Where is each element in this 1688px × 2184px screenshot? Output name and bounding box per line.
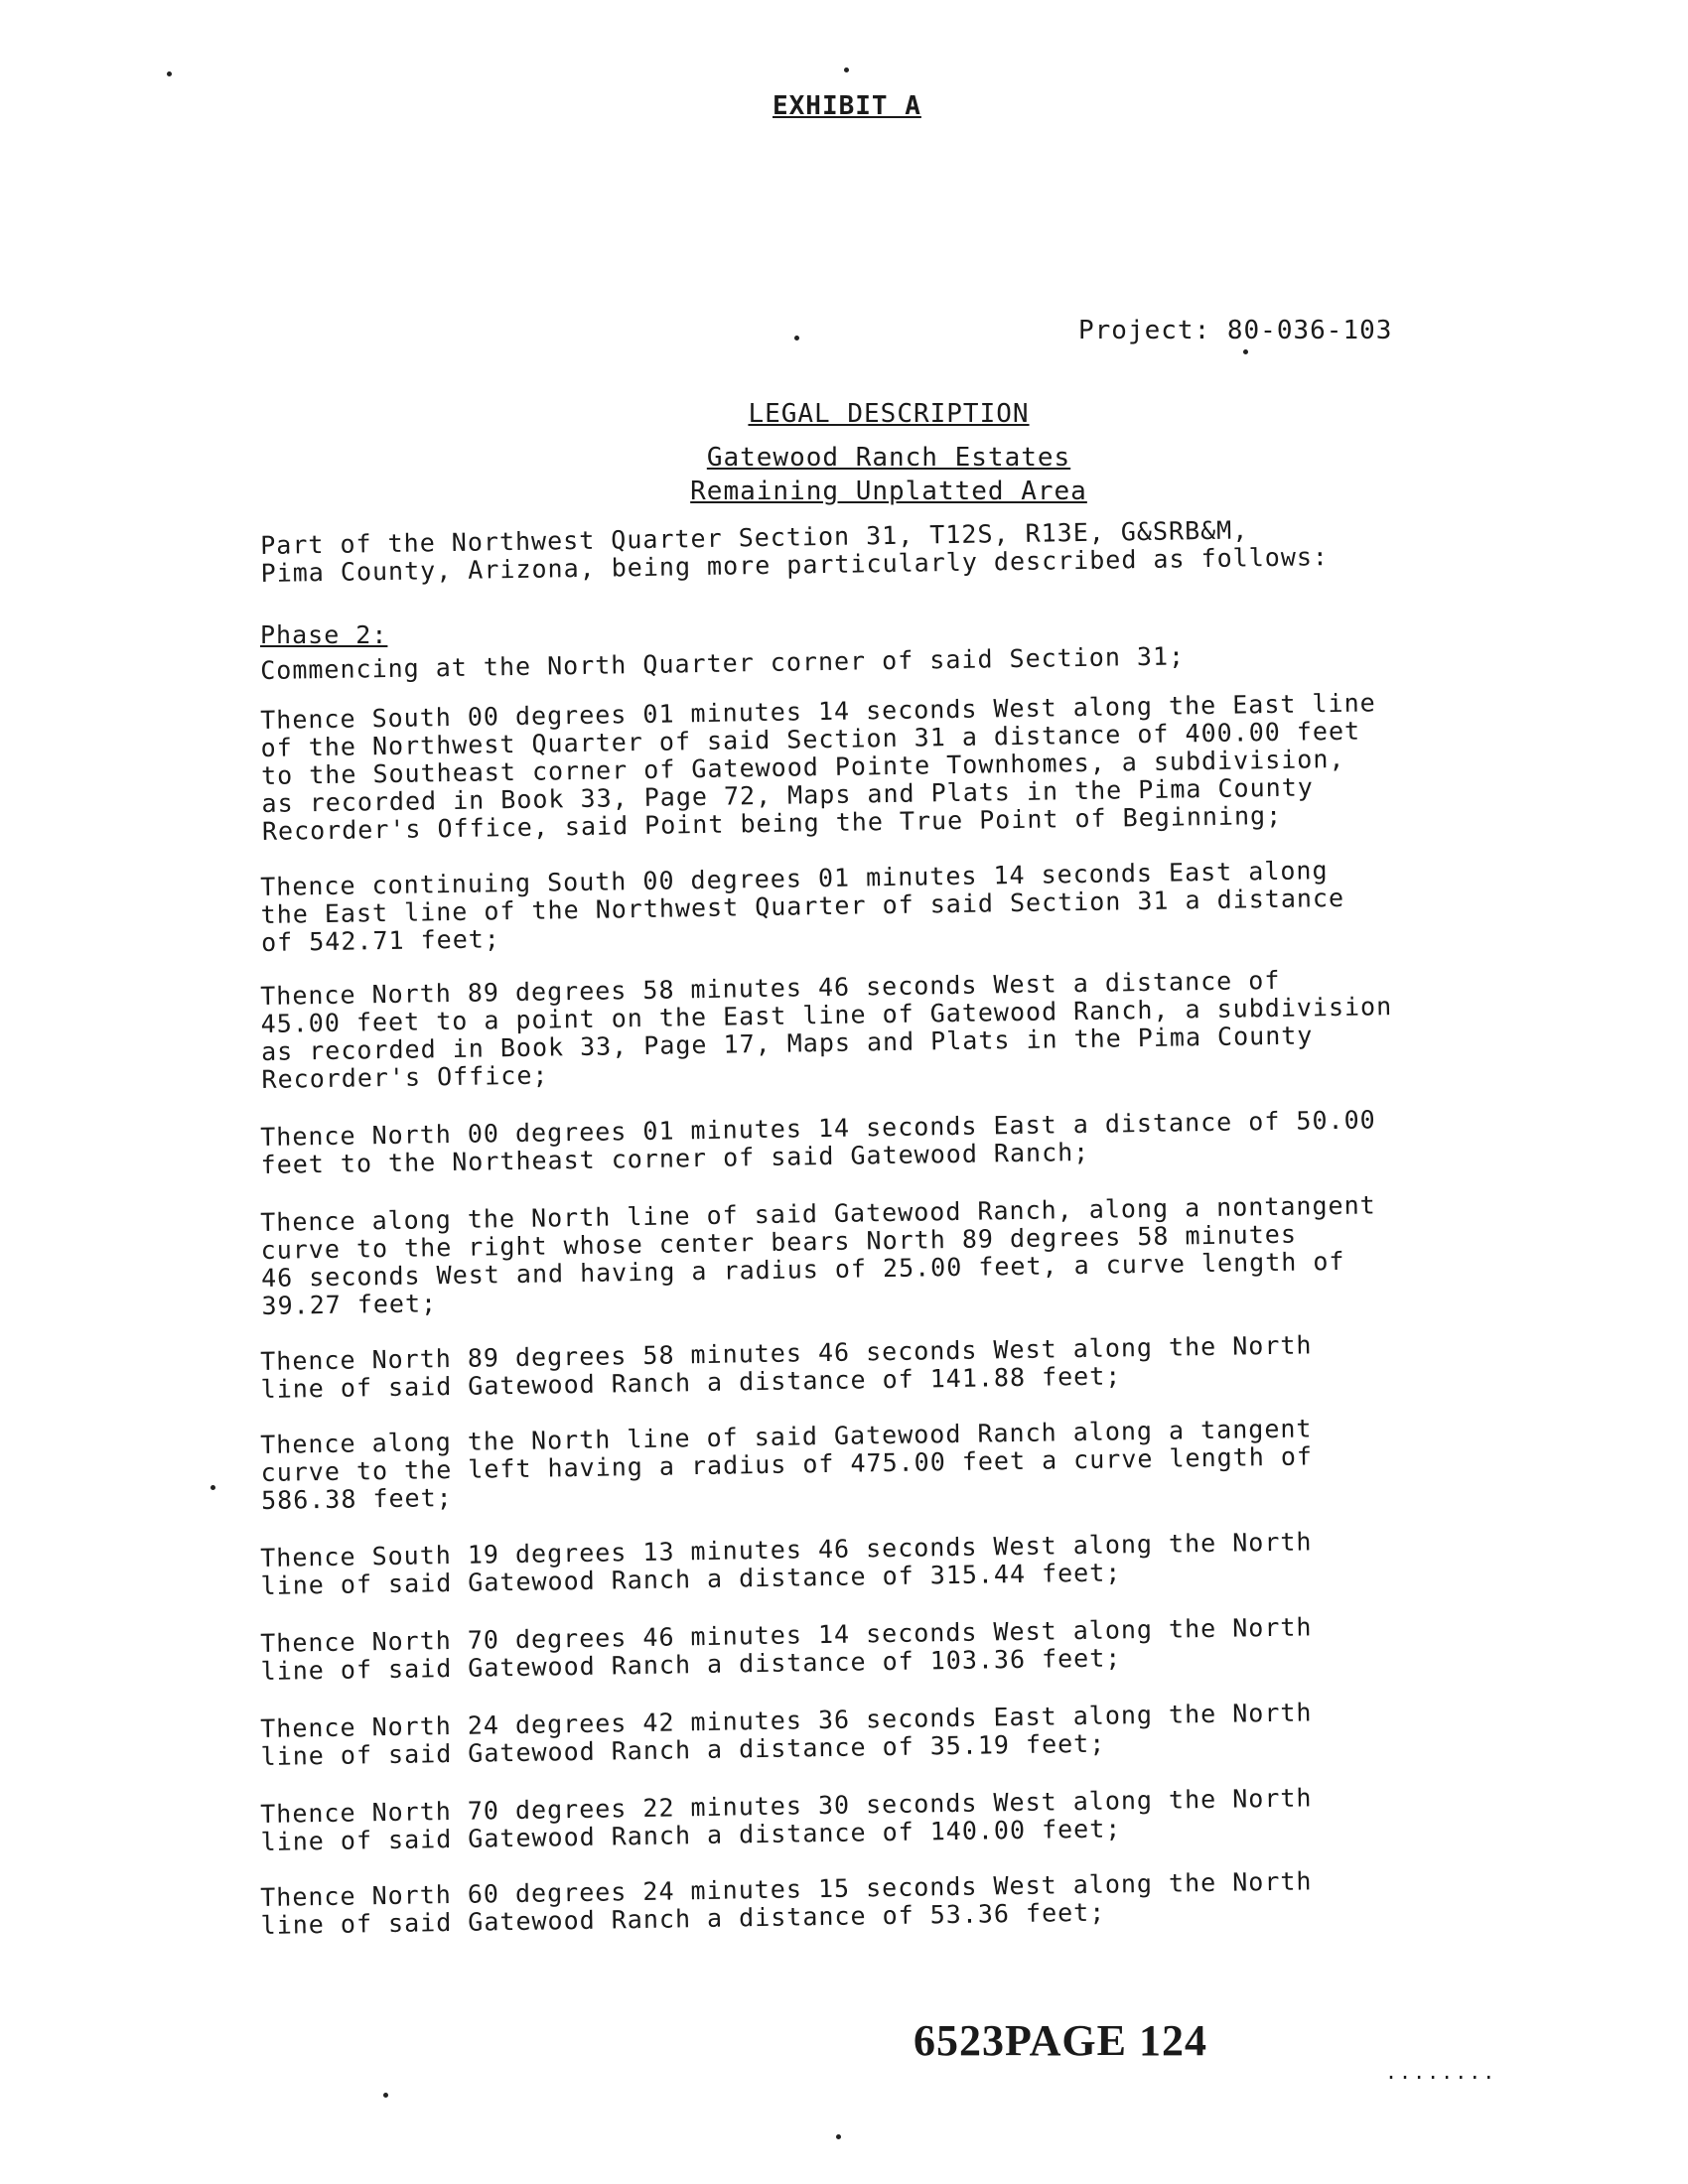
phase-label: Phase 2:: [260, 620, 388, 649]
scan-speck: [844, 68, 849, 72]
paragraph-course-8: Thence South 19 degrees 13 minutes 46 seconds West along the North line of said Gatewood Ranch a distance of 315.44 feet;: [259, 1527, 1313, 1600]
recording-stamp: 6523PAGE 124: [914, 2016, 1207, 2065]
title-subdivision-name: Gatewood Ranch Estates: [706, 443, 1071, 473]
paragraph-commencing: Commencing at the North Quarter corner of said Section 31;: [259, 641, 1186, 685]
title-legal-description: LEGAL DESCRIPTION: [748, 399, 1030, 429]
paragraph-course-12: Thence North 60 degrees 24 minutes 15 seconds West along the North line of said Gatewood Ranch a distance of 53.36 feet;: [259, 1866, 1313, 1940]
scan-mark: ........: [1385, 2060, 1497, 2084]
scan-speck: [167, 71, 172, 76]
paragraph-course-10: Thence North 24 degrees 42 minutes 36 seconds East along the North line of said Gatewood Ranch a distance of 35.19 feet;: [259, 1698, 1313, 1771]
intro-paragraph: Part of the Northwest Quarter Section 31, T12S, R13E, G&SRB&M, Pima County, Arizona, being more particularly described as follows:: [259, 515, 1330, 588]
paragraph-course-1: Thence South 00 degrees 01 minutes 14 seconds West along the East line of the Northwest Quarter of said Section 31 a distance of 400.00 feet to the Southeast corner of Gatewood Pointe Townhomes, a subdivision, as recorded in Book 33, Page 72, Maps and Plats in the Pima County Recorder's Office, said Point being the True Point of Beginning;: [259, 688, 1376, 846]
scan-speck: [211, 1485, 215, 1490]
paragraph-course-2: Thence continuing South 00 degrees 01 minutes 14 seconds East along the East line of the Northwest Quarter of said Section 31 a distance of 542.71 feet;: [259, 856, 1345, 957]
paragraph-course-4: Thence North 00 degrees 01 minutes 14 seconds East a distance of 50.00 feet to the Northeast corner of said Gatewood Ranch;: [259, 1105, 1376, 1179]
paragraph-course-7: Thence along the North line of said Gatewood Ranch along a tangent curve to the left having a radius of 475.00 feet a curve length of 586.38 feet;: [259, 1414, 1314, 1515]
paragraph-course-3: Thence North 89 degrees 58 minutes 46 seconds West a distance of 45.00 feet to a point on the East line of Gatewood Ranch, a subdivision as recorded in Book 33, Page 17, Maps and Plats in the Pima County Recorder's Office;: [259, 965, 1393, 1094]
scan-speck: [794, 336, 799, 341]
paragraph-course-9: Thence North 70 degrees 46 minutes 14 seconds West along the North line of said Gatewood Ranch a distance of 103.36 feet;: [259, 1612, 1313, 1686]
scan-speck: [383, 2093, 388, 2098]
scan-speck: [1243, 349, 1248, 354]
paragraph-course-11: Thence North 70 degrees 22 minutes 30 seconds West along the North line of said Gatewood Ranch a distance of 140.00 feet;: [259, 1783, 1313, 1856]
project-number: Project: 80-036-103: [1078, 316, 1393, 345]
title-area-name: Remaining Unplatted Area: [690, 477, 1087, 506]
paragraph-course-5: Thence along the North line of said Gatewood Ranch, along a nontangent curve to the right whose center bears North 89 degrees 58 minutes 46 seconds West and having a radius of 25.00 feet, a curve length of 39.27 feet;: [259, 1190, 1376, 1320]
paragraph-course-6: Thence North 89 degrees 58 minutes 46 seconds West along the North line of said Gatewood Ranch a distance of 141.88 feet;: [259, 1330, 1313, 1404]
scan-speck: [836, 2134, 841, 2139]
exhibit-heading: EXHIBIT A: [773, 91, 921, 121]
